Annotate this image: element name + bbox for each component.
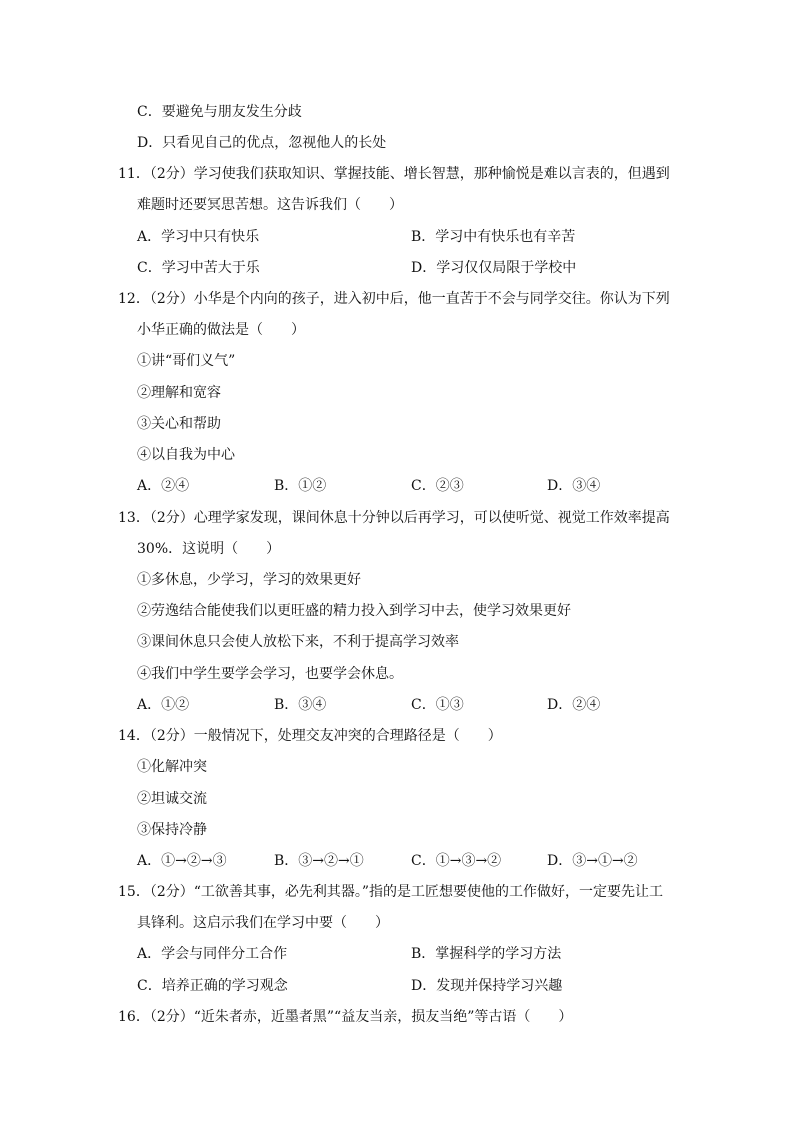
statement-1: ①多休息，少学习，学习的效果更好 [137,572,361,588]
option-d: D．学习仅仅局限于学校中 [411,260,577,276]
question-12-stem-cont: 小华正确的做法是（ ） [137,322,305,338]
question-11-stem: 11．（2分）学习使我们获取知识、掌握技能、增长智慧，那种愉悦是难以言表的，但遇到 [118,166,670,182]
statement-4: ④我们中学生要学会学习，也要学会休息。 [137,666,403,682]
statement-2: ②坦诚交流 [137,791,207,807]
option-c: C．①→③→② [411,853,502,869]
question-13-stem-cont: 30%．这说明（ ） [137,541,281,557]
option-c: C．②③ [411,478,464,494]
option-d: D．②④ [547,697,601,713]
statement-2: ②理解和宽容 [137,385,221,401]
option-a: A．学习中只有快乐 [137,229,260,245]
option-a: A．学会与同伴分工合作 [137,946,288,962]
question-16-stem: 16．（2分）“近朱者赤，近墨者黑”“益友当亲，损友当绝”等古语（ ） [118,1009,573,1025]
question-12-stem: 12．（2分）小华是个内向的孩子，进入初中后，他一直苦于不会与同学交往。你认为下列 [118,291,670,307]
option-d: D．发现并保持学习兴趣 [411,978,563,994]
question-15-stem-cont: 具锋利。这启示我们在学习中要（ ） [137,915,389,931]
option-b: B．③→②→① [274,853,364,869]
question-14-stem: 14．（2分）一般情况下，处理交友冲突的合理路径是（ ） [118,728,502,744]
option-c: C．学习中苦大于乐 [137,260,260,276]
option-d: D．③→①→② [547,853,638,869]
statement-3: ③保持冷静 [137,822,207,838]
option-text: D．只看见自己的优点，忽视他人的长处 [137,135,387,151]
option-a: A．①→②→③ [137,853,227,869]
question-11-stem-cont: 难题时还要冥思苦想。这告诉我们（ ） [137,197,403,213]
option-c: C．培养正确的学习观念 [137,978,288,994]
statement-4: ④以自我为中心 [137,447,235,463]
statement-2: ②劳逸结合能使我们以更旺盛的精力投入到学习中去，使学习效果更好 [137,603,571,619]
options-row [0,476,794,496]
option-b: B．①② [274,478,327,494]
options-row [0,695,794,715]
question-13-stem: 13．（2分）心理学家发现，课间休息十分钟以后再学习，可以使听觉、视觉工作效率提高 [118,510,670,526]
statement-1: ①讲“哥们义气” [137,353,236,369]
option-b: B．学习中有快乐也有辛苦 [411,229,576,245]
option-a: A．①② [137,697,190,713]
option-a: A．②④ [137,478,190,494]
option-b: B．掌握科学的学习方法 [411,946,562,962]
statement-3: ③课间休息只会使人放松下来，不利于提高学习效率 [137,634,459,650]
option-d: D．③④ [547,478,601,494]
option-c: C．①③ [411,697,464,713]
question-15-stem: 15．（2分）“工欲善其事，必先利其器。”指的是工匠想要使他的工作做好，一定要先让工 [118,884,664,900]
option-text: C．要避免与朋友发生分歧 [137,104,302,120]
options-row [0,851,794,871]
option-b: B．③④ [274,697,327,713]
statement-1: ①化解冲突 [137,759,207,775]
statement-3: ③关心和帮助 [137,416,221,432]
